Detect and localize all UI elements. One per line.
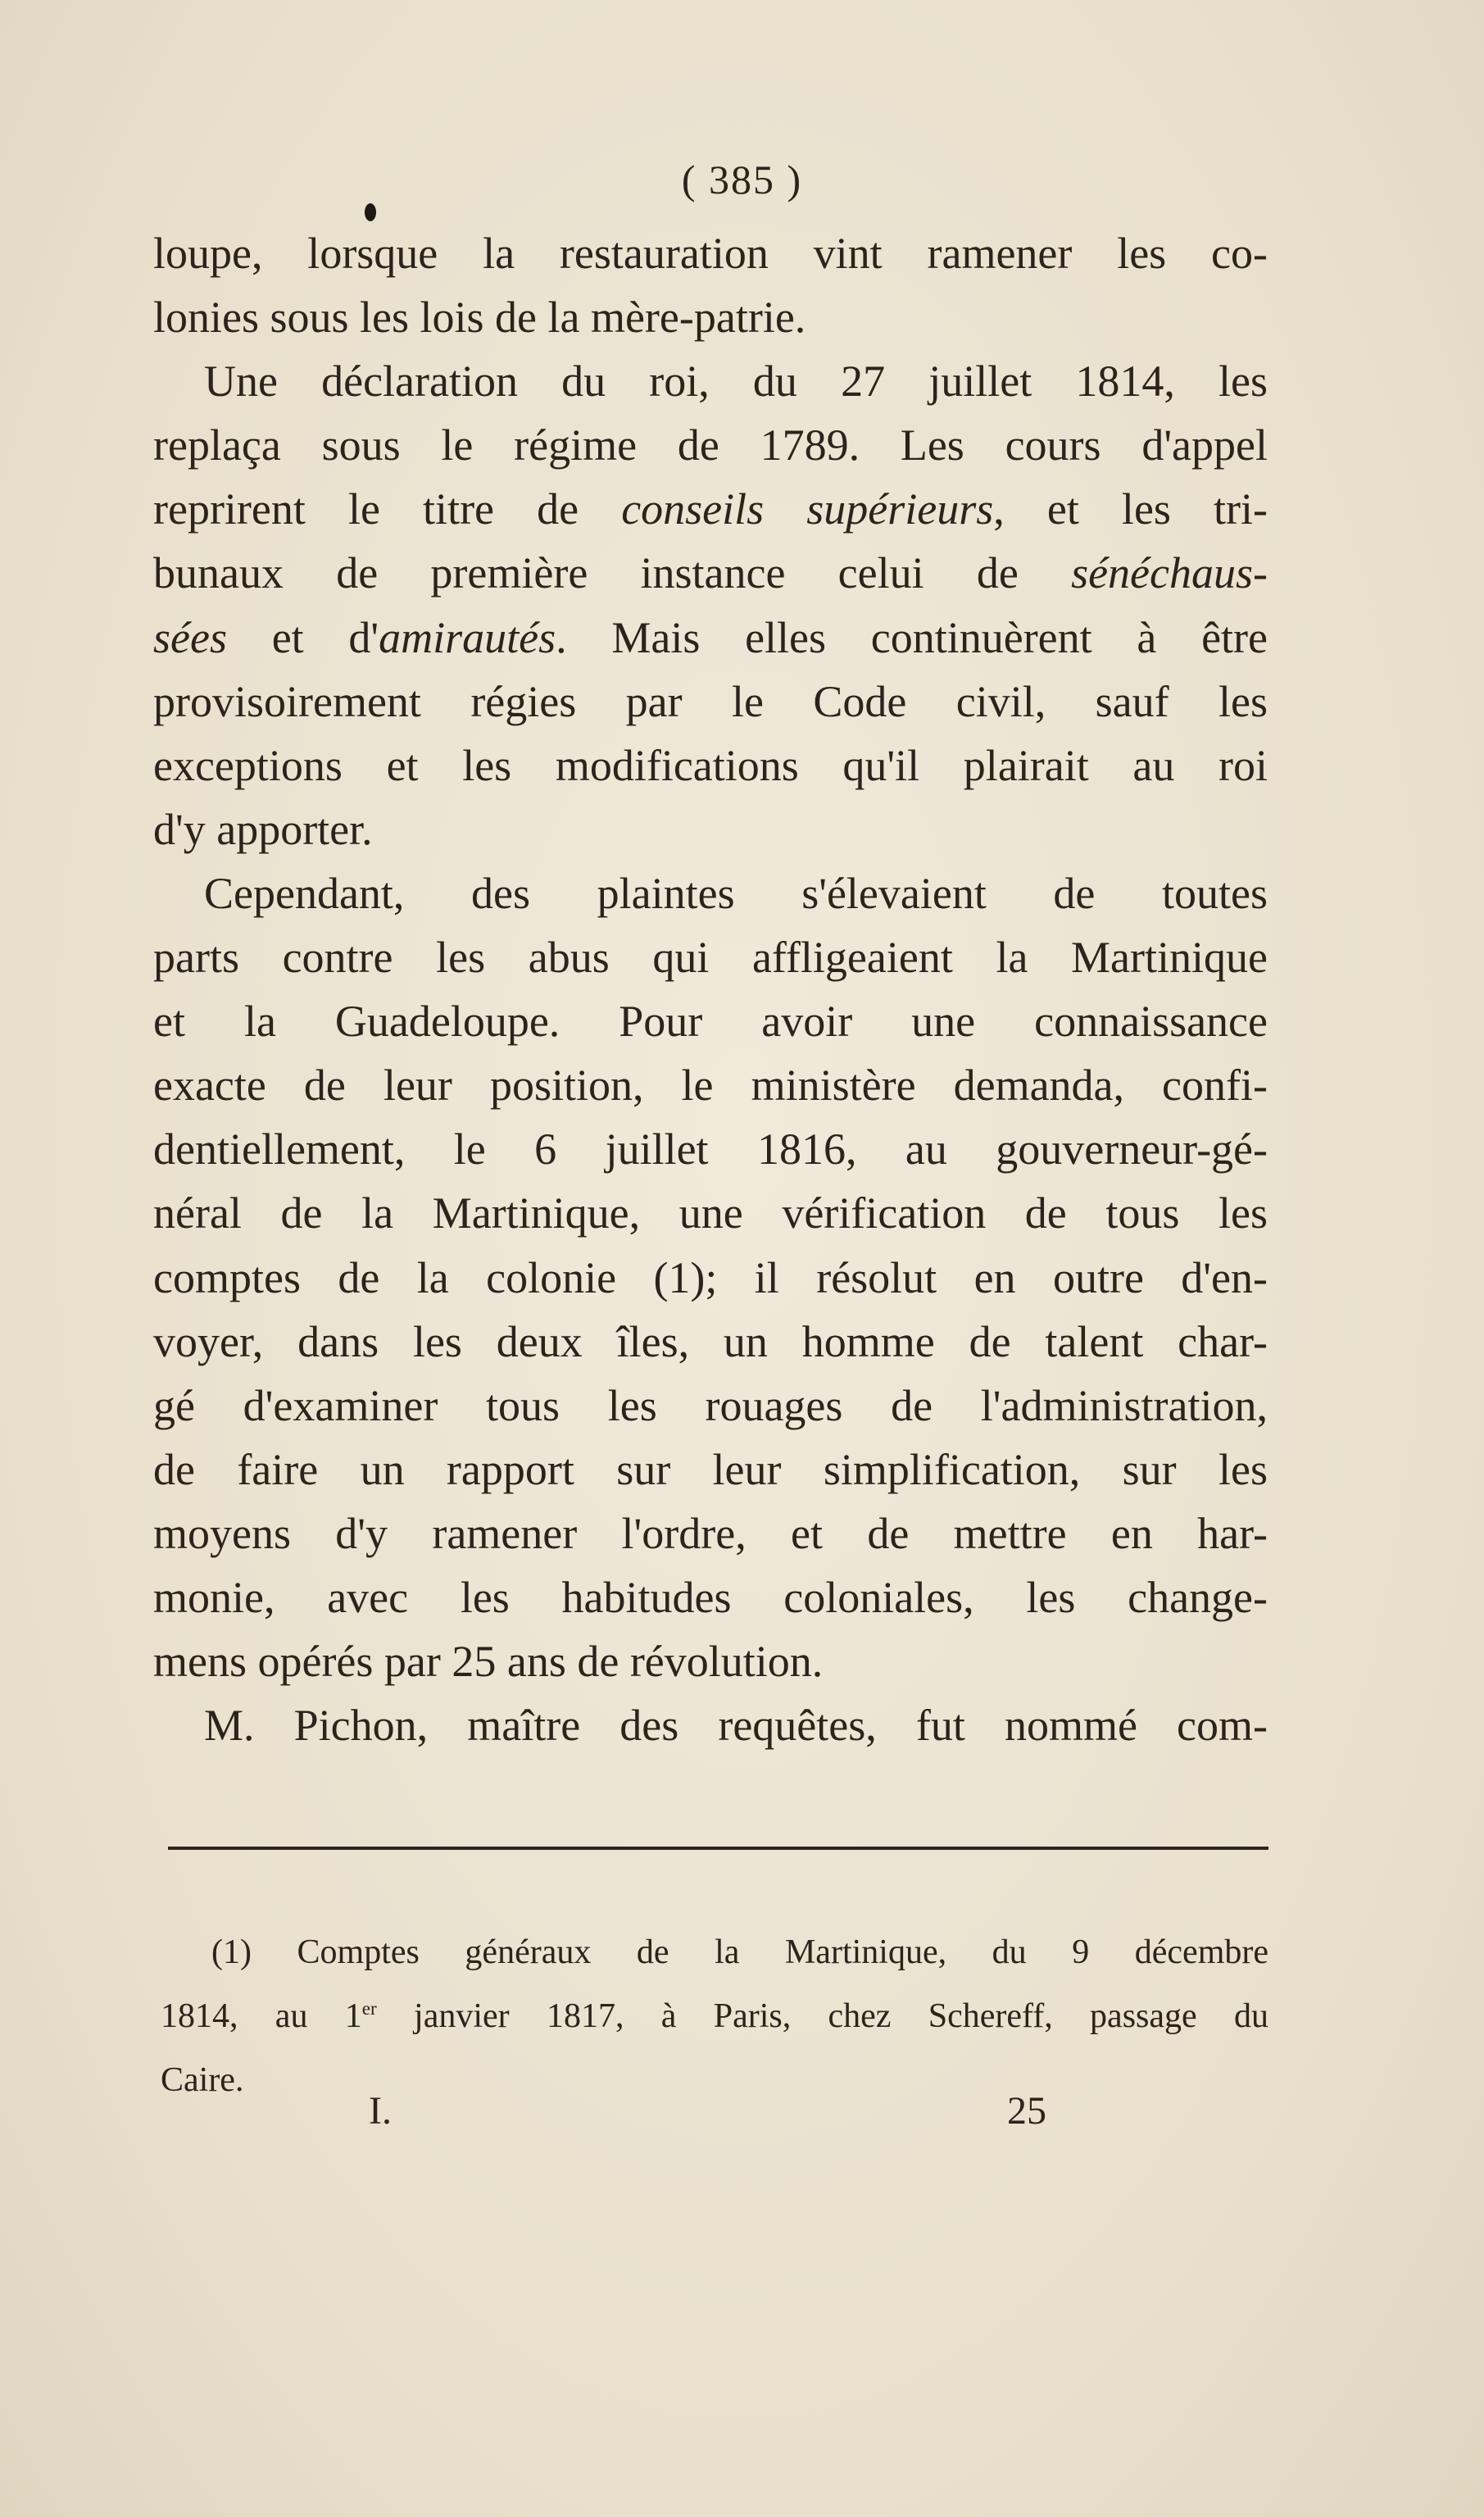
text-run: de faire un rapport sur leur simplification, sur les — [153, 1444, 1268, 1494]
text-run: provisoirement régies par le Code civil, sauf les — [153, 676, 1268, 726]
text-line — [153, 1438, 1268, 1502]
text-run: moyens d'y ramener l'ordre, et de mettre en har- — [153, 1508, 1268, 1558]
text-line — [153, 285, 1268, 349]
text-run: replaça sous le régime de 1789. Les cours d'appel — [153, 420, 1268, 470]
italic-term: conseils supérieurs — [621, 484, 994, 534]
text-run: janvier 1817, à Paris, chez Schereff, passage du — [376, 1997, 1268, 2036]
footnote-rule — [168, 1847, 1268, 1850]
text-run: Cependant, des plaintes s'élevaient de toutes — [204, 868, 1268, 918]
text-run: et la Guadeloupe. Pour avoir une connaissance — [153, 997, 1268, 1047]
text-run: 1814, au 1 — [161, 1997, 362, 2036]
text-run: M. Pichon, maître des requêtes, fut nommé com- — [204, 1701, 1268, 1751]
text-run: exacte de leur position, le ministère demanda, confi- — [153, 1061, 1268, 1111]
text-line — [153, 989, 1268, 1053]
text-line — [153, 1374, 1268, 1438]
footnote-line — [161, 2058, 1268, 2122]
text-run: parts contre les abus qui affligeaient la Martinique — [153, 933, 1268, 983]
text-run: dentiellement, le 6 juillet 1816, au gouverneur-gé- — [153, 1124, 1268, 1174]
italic-term: amirautés — [379, 612, 556, 662]
page-number-header: ( 385 ) — [681, 157, 803, 202]
text-run: Caire. — [161, 2061, 244, 2100]
text-line — [153, 1053, 1268, 1117]
text-line — [153, 1502, 1268, 1565]
text-run: néral de la Martinique, une vérification de tous les — [153, 1188, 1268, 1238]
text-line — [153, 477, 1268, 541]
text-run: comptes de la colonie (1); il résolut en outre d'en- — [153, 1252, 1268, 1302]
text-run: reprirent le titre de — [153, 484, 622, 534]
text-run: loupe, lorsque la restauration vint ramener les co- — [153, 229, 1268, 278]
ink-blot — [365, 203, 376, 221]
signature-mark: I. — [369, 2089, 392, 2133]
italic-term: sénéchaus- — [1071, 548, 1268, 598]
text-run: . Mais elles continuèrent à être — [556, 612, 1268, 662]
text-run: mens opérés par 25 ans de révolution. — [153, 1637, 824, 1687]
text-line — [153, 541, 1268, 605]
text-line — [153, 1629, 1268, 1693]
footnote-line — [161, 1994, 1268, 2058]
text-line — [153, 349, 1268, 413]
text-run: (1) Comptes généraux de la Martinique, du 9 décembre — [211, 1933, 1268, 1971]
text-line — [153, 797, 1268, 861]
text-line — [153, 1310, 1268, 1374]
main-text — [153, 221, 1268, 1757]
superscript: er — [361, 1997, 377, 2020]
footnote-line — [161, 1930, 1268, 1994]
italic-term: sées — [153, 612, 227, 662]
text-run: voyer, dans les deux îles, un homme de talent char- — [153, 1316, 1268, 1366]
text-run: bunaux de première instance celui de — [153, 548, 1072, 598]
text-run: monie, avec les habitudes coloniales, les change- — [153, 1572, 1268, 1622]
text-line — [153, 925, 1268, 989]
text-run: et d' — [226, 612, 379, 662]
text-line — [153, 413, 1268, 477]
text-run: lonies sous les lois de la mère-patrie. — [153, 293, 806, 343]
sheet-number: 25 — [1007, 2089, 1046, 2133]
text-line — [153, 734, 1268, 797]
text-line — [153, 221, 1268, 285]
text-line — [153, 1565, 1268, 1629]
text-line — [153, 1246, 1268, 1310]
text-run: gé d'examiner tous les rouages de l'administration, — [153, 1380, 1268, 1430]
footnote — [161, 1930, 1268, 2122]
text-run: d'y apporter. — [153, 804, 373, 854]
text-line — [153, 1693, 1268, 1757]
text-line — [153, 606, 1268, 670]
text-line — [153, 670, 1268, 734]
text-run: , et les tri- — [993, 484, 1268, 534]
text-line — [153, 861, 1268, 925]
text-run: exceptions et les modifications qu'il plairait au roi — [153, 740, 1268, 790]
text-line — [153, 1181, 1268, 1245]
text-line — [153, 1117, 1268, 1181]
text-run: Une déclaration du roi, du 27 juillet 1814, les — [204, 357, 1268, 407]
